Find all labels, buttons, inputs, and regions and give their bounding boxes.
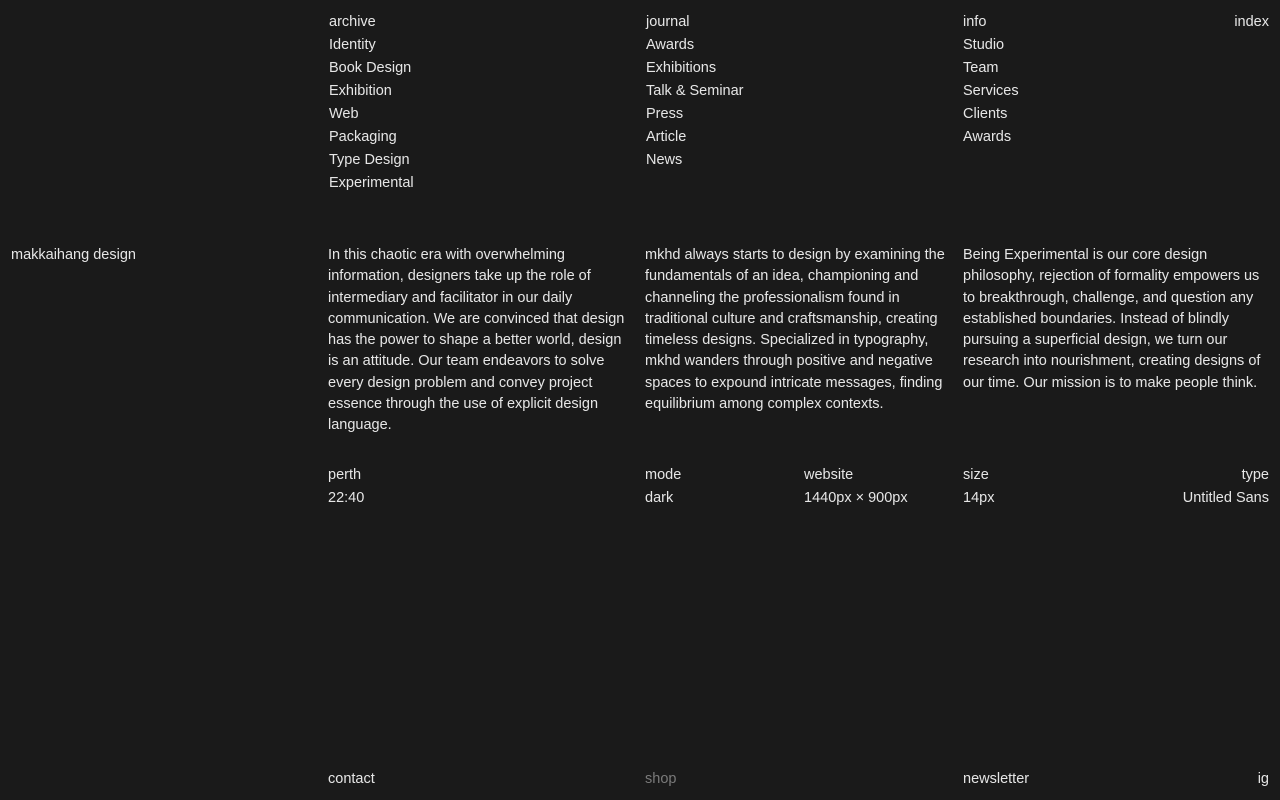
about-paragraph-1: In this chaotic era with overwhelming information, designers take up the role of intermediary and facilitator in our daily communication. We are convinced that design has the power to shape a better world, design is an attitude. Our team endeavors to solve every design problem and convey project essence through the use of explicit design language. xyxy=(328,247,625,434)
nav-journal-item[interactable]: Awards xyxy=(646,37,695,53)
shop-link[interactable]: shop xyxy=(645,771,677,787)
nav-archive-item[interactable]: Type Design xyxy=(329,152,410,168)
about-paragraph-3: Being Experimental is our core design philosophy, rejection of formality empowers us to breakthrough, challenge, and question any established boundaries. Instead of blindly pursuing a superficial design, we turn our research into nourishment, creating designs of our time. Our mission is to make people think. xyxy=(963,247,1261,391)
mode-toggle[interactable]: dark xyxy=(645,490,674,506)
mode-label: mode xyxy=(645,467,682,483)
nav-info-item[interactable]: Services xyxy=(963,83,1019,99)
nav-info-item[interactable]: Studio xyxy=(963,37,1005,53)
nav-journal-item[interactable]: Talk & Seminar xyxy=(646,83,744,99)
type-label: type xyxy=(1241,467,1269,483)
nav-journal-item[interactable]: Exhibitions xyxy=(646,60,717,76)
instagram-link[interactable]: ig xyxy=(1257,771,1269,787)
nav-journal-item[interactable]: News xyxy=(646,152,683,168)
website-label: website xyxy=(804,467,854,483)
nav-archive-item[interactable]: Identity xyxy=(329,37,376,53)
nav-archive-heading[interactable]: archive xyxy=(329,14,376,30)
nav-journal-item[interactable]: Article xyxy=(646,129,687,145)
nav-archive-item[interactable]: Exhibition xyxy=(329,83,392,99)
brand-name[interactable]: makkaihang design xyxy=(11,247,136,263)
local-time: 22:40 xyxy=(328,490,365,506)
nav-info-item[interactable]: Awards xyxy=(963,129,1012,145)
nav-journal-item[interactable]: Press xyxy=(646,106,684,122)
type-value: Untitled Sans xyxy=(1182,490,1269,506)
size-value: 14px xyxy=(963,490,995,506)
nav-archive-item[interactable]: Packaging xyxy=(329,129,397,145)
size-label: size xyxy=(963,467,989,483)
nav-archive-item[interactable]: Web xyxy=(329,106,359,122)
nav-journal-heading[interactable]: journal xyxy=(646,14,690,30)
nav-journal xyxy=(646,12,744,173)
nav-archive-item[interactable]: Book Design xyxy=(329,60,412,76)
contact-link[interactable]: contact xyxy=(328,771,375,787)
location-label: perth xyxy=(328,467,362,483)
nav-info xyxy=(963,12,1019,150)
newsletter-link[interactable]: newsletter xyxy=(963,771,1030,787)
nav-archive xyxy=(329,12,414,196)
nav-info-item[interactable]: Clients xyxy=(963,106,1008,122)
nav-index[interactable]: index xyxy=(1234,14,1269,30)
nav-info-item[interactable]: Team xyxy=(963,60,999,76)
nav-info-heading[interactable]: info xyxy=(963,14,987,30)
about-paragraph-2: mkhd always starts to design by examining the fundamentals of an idea, championing and channeling the professionalism found in traditional culture and craftsmanship, creating timeless designs. Specialized in typography, mkhd wanders through positive and negative spaces to expound intricate messages, finding equilibrium among complex contexts. xyxy=(645,247,945,413)
nav-archive-item[interactable]: Experimental xyxy=(329,175,414,191)
website-size-value: 1440px × 900px xyxy=(804,490,908,506)
